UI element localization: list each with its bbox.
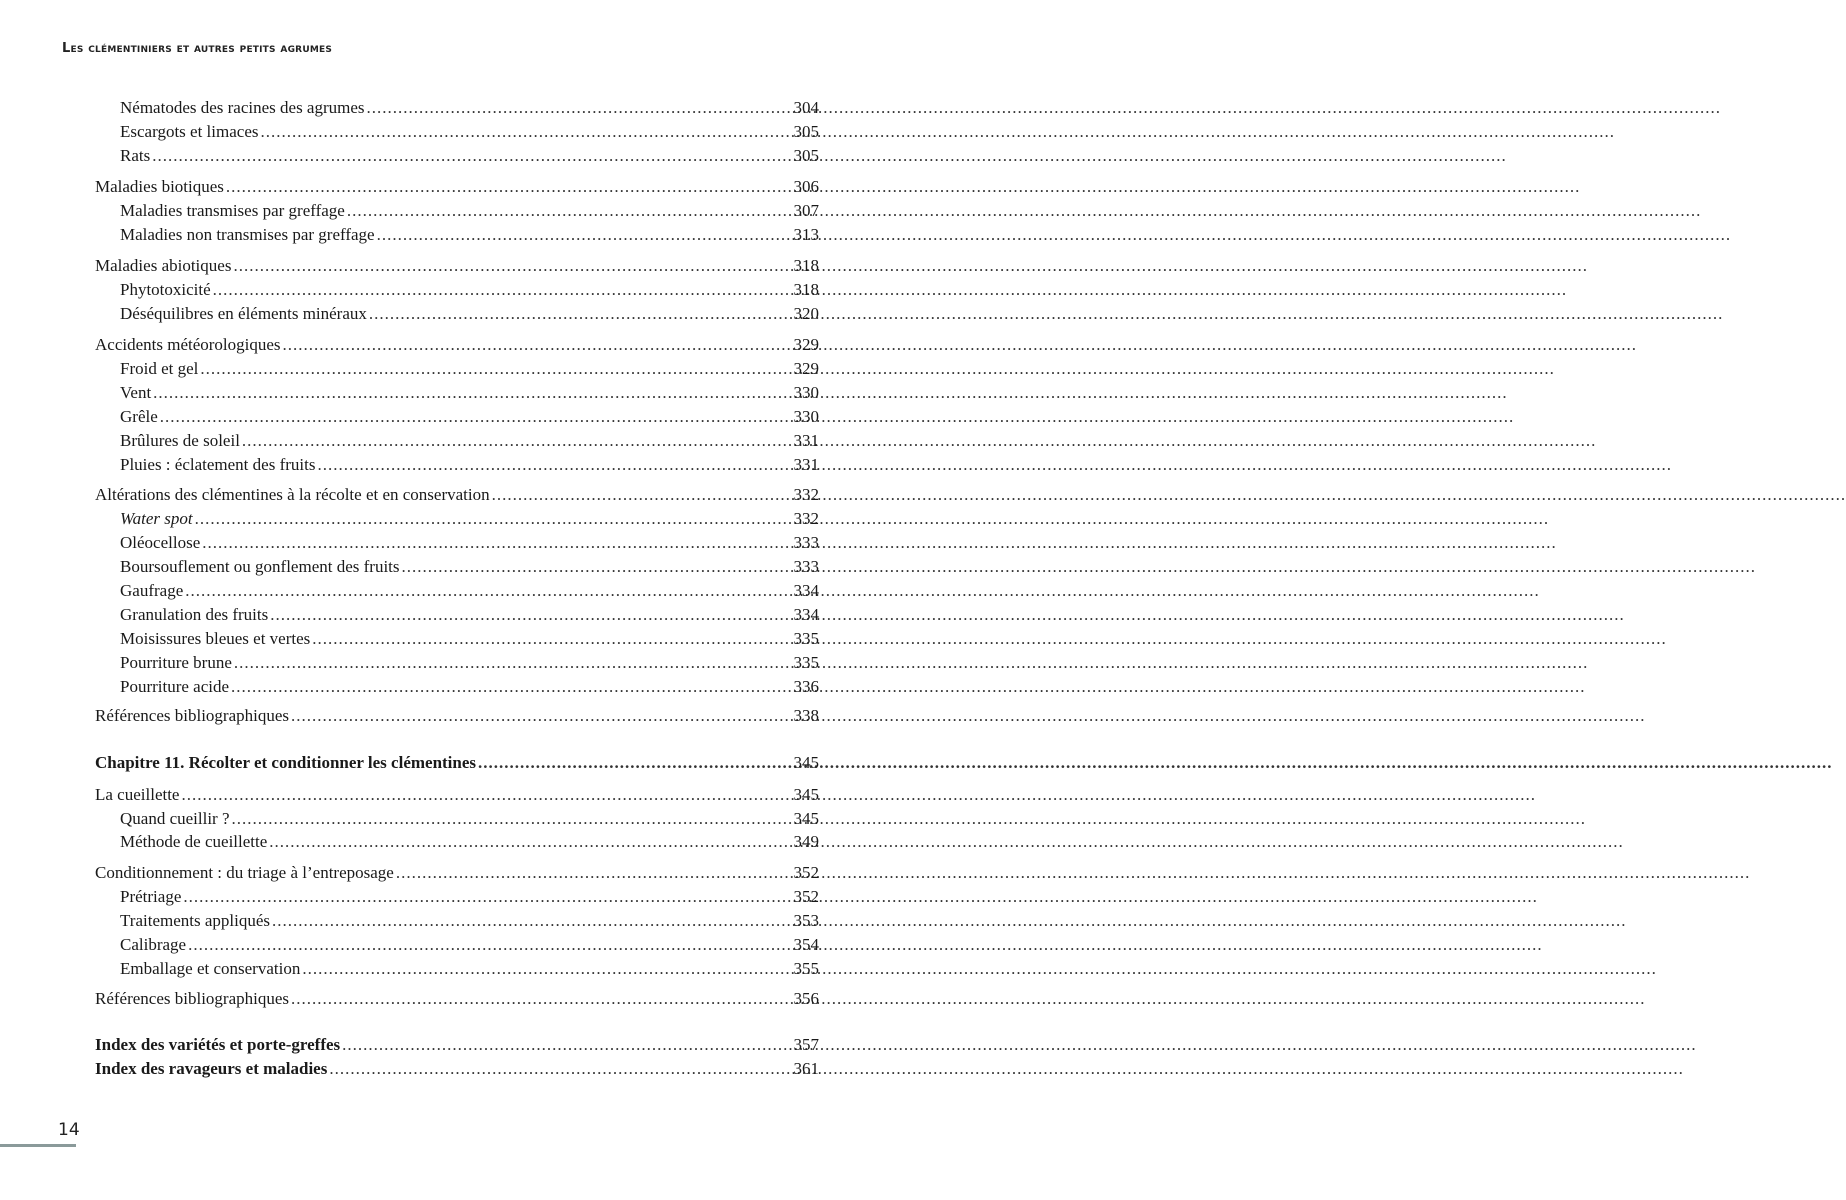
- toc-index-entry[interactable]: [95, 1057, 819, 1081]
- toc-index-entry[interactable]: [95, 1033, 819, 1057]
- toc-page: 353: [793, 911, 819, 930]
- toc-leader: [160, 405, 1515, 429]
- toc-page: 333: [793, 557, 819, 576]
- toc-entry[interactable]: [120, 603, 819, 627]
- toc-entry[interactable]: [120, 120, 819, 144]
- toc-entry[interactable]: [120, 531, 819, 555]
- toc-label: Water spot: [120, 509, 193, 528]
- toc-entry[interactable]: [120, 199, 819, 223]
- toc-label: Altérations des clémentines à la récolte et en conservation: [95, 485, 490, 504]
- toc-page: 329: [793, 359, 819, 378]
- toc-leader: [291, 987, 1646, 1011]
- toc-entry[interactable]: [95, 483, 819, 507]
- toc-label: Oléocellose: [120, 533, 201, 552]
- toc-label: Index des variétés et porte-greffes: [95, 1035, 341, 1054]
- toc-leader: [226, 175, 1581, 199]
- toc-leader: [367, 96, 1722, 120]
- toc-entry[interactable]: [95, 987, 819, 1011]
- toc-leader: [329, 1057, 1684, 1081]
- toc-page: 361: [793, 1059, 819, 1078]
- toc-page: 338: [793, 706, 819, 725]
- toc-entry[interactable]: [120, 651, 819, 675]
- toc-entry[interactable]: [120, 909, 819, 933]
- toc-page: 313: [793, 225, 819, 244]
- toc-label: Pluies : éclatement des fruits: [120, 455, 316, 474]
- toc-leader: [153, 381, 1508, 405]
- toc-label: Boursouflement ou gonflement des fruits: [120, 557, 400, 576]
- toc-entry[interactable]: [95, 861, 819, 885]
- toc-leader: [242, 429, 1597, 453]
- toc-label: Moisissures bleues et vertes: [120, 629, 311, 648]
- toc-page: 305: [793, 122, 819, 141]
- toc-entry[interactable]: [120, 507, 819, 531]
- toc-entry[interactable]: [120, 357, 819, 381]
- toc-label: Phytotoxicité: [120, 280, 211, 299]
- toc-label: Pourriture acide: [120, 677, 230, 696]
- toc-page: 335: [793, 653, 819, 672]
- toc-leader: [188, 933, 1543, 957]
- toc-page: 355: [793, 959, 819, 978]
- toc-page: 333: [793, 533, 819, 552]
- toc-page: 305: [793, 146, 819, 165]
- toc-entry[interactable]: [120, 381, 819, 405]
- toc-page: 330: [793, 383, 819, 402]
- toc-label: Index des ravageurs et maladies: [95, 1059, 328, 1078]
- toc-label: Déséquilibres en éléments minéraux: [120, 304, 367, 323]
- toc-label: Nématodes des racines des agrumes: [120, 98, 365, 117]
- toc-entry[interactable]: [120, 807, 819, 831]
- toc-label: Maladies abiotiques: [95, 256, 232, 275]
- toc-entry[interactable]: [95, 254, 819, 278]
- toc-page: 334: [793, 605, 819, 624]
- toc-chapter-entry[interactable]: [95, 751, 819, 775]
- toc-label: Vent: [120, 383, 152, 402]
- toc-leader: [181, 783, 1536, 807]
- toc-label: Maladies biotiques: [95, 177, 224, 196]
- toc-entry[interactable]: [120, 144, 819, 168]
- toc-leader: [152, 144, 1507, 168]
- toc-entry[interactable]: [95, 783, 819, 807]
- toc-leader: [342, 1033, 1697, 1057]
- toc-entry[interactable]: [120, 885, 819, 909]
- toc-leader: [185, 579, 1540, 603]
- toc-page: 352: [793, 863, 819, 882]
- toc-leader: [232, 807, 1587, 831]
- toc-leader: [195, 507, 1550, 531]
- toc-leader: [317, 453, 1672, 477]
- toc-page: 332: [793, 485, 819, 504]
- toc-page: 336: [793, 677, 819, 696]
- toc-page: 356: [793, 989, 819, 1008]
- toc-label: Granulation des fruits: [120, 605, 269, 624]
- toc-label: Brûlures de soleil: [120, 431, 240, 450]
- toc-entry[interactable]: [120, 278, 819, 302]
- toc-page: 330: [793, 407, 819, 426]
- toc-page: 352: [793, 887, 819, 906]
- toc-leader: [283, 333, 1638, 357]
- toc-label: Calibrage: [120, 935, 187, 954]
- toc-label: Pourriture brune: [120, 653, 232, 672]
- toc-leader: [478, 751, 1833, 775]
- toc-leader: [377, 223, 1732, 247]
- toc-label: Emballage et conservation: [120, 959, 301, 978]
- toc-leader: [272, 909, 1627, 933]
- toc-entry[interactable]: [120, 933, 819, 957]
- toc-entry[interactable]: [120, 675, 819, 699]
- toc-page: 307: [793, 201, 819, 220]
- toc-page: 318: [793, 256, 819, 275]
- toc-leader: [302, 957, 1657, 981]
- toc-leader: [233, 254, 1588, 278]
- page-number: 14: [58, 1120, 80, 1140]
- toc-leader: [402, 555, 1757, 579]
- toc-label: La cueillette: [95, 785, 180, 804]
- toc-label: Rats: [120, 146, 151, 165]
- toc-entry[interactable]: [120, 957, 819, 981]
- toc-entry[interactable]: [95, 175, 819, 199]
- page-number-rule: [0, 1144, 76, 1147]
- toc-leader: [291, 704, 1646, 728]
- toc-page: 345: [793, 809, 819, 828]
- toc-leader: [183, 885, 1538, 909]
- toc-page: 331: [793, 431, 819, 450]
- toc-page: 331: [793, 455, 819, 474]
- toc-label: Conditionnement : du triage à l’entreposage: [95, 863, 394, 882]
- toc-entry[interactable]: [120, 555, 819, 579]
- toc-page: 357: [793, 1035, 819, 1054]
- toc-leader: [270, 603, 1625, 627]
- toc-label: Chapitre 11. Récolter et conditionner les clémentines: [95, 753, 477, 772]
- toc-leader: [234, 651, 1589, 675]
- toc-entry[interactable]: [120, 627, 819, 651]
- toc-label: Prétriage: [120, 887, 182, 906]
- toc-label: Références bibliographiques: [95, 989, 290, 1008]
- toc-leader: [347, 199, 1702, 223]
- toc-leader: [231, 675, 1586, 699]
- toc-entry[interactable]: [120, 223, 819, 247]
- toc-page: 332: [793, 509, 819, 528]
- toc-entry[interactable]: [120, 453, 819, 477]
- toc-page: 349: [793, 832, 819, 851]
- toc-leader: [396, 861, 1751, 885]
- toc-label: Maladies non transmises par greffage: [120, 225, 375, 244]
- toc-entry[interactable]: [120, 579, 819, 603]
- toc-page: 318: [793, 280, 819, 299]
- toc-page: 320: [793, 304, 819, 323]
- toc-page: 304: [793, 98, 819, 117]
- toc-label: Références bibliographiques: [95, 706, 290, 725]
- toc-label: Maladies transmises par greffage: [120, 201, 345, 220]
- toc-entry[interactable]: [95, 333, 819, 357]
- toc-label: Accidents météorologiques: [95, 335, 281, 354]
- toc-leader: [312, 627, 1667, 651]
- toc-page: 329: [793, 335, 819, 354]
- toc-leader: [213, 278, 1568, 302]
- toc-page: 334: [793, 581, 819, 600]
- toc-leader: [269, 830, 1624, 854]
- running-title: Les clémentiniers et autres petits agrumes: [62, 41, 333, 56]
- toc-leader: [200, 357, 1555, 381]
- toc-page: 345: [793, 785, 819, 804]
- toc-label: Méthode de cueillette: [120, 832, 268, 851]
- toc-page: 354: [793, 935, 819, 954]
- toc-leader: [202, 531, 1557, 555]
- toc-page: 306: [793, 177, 819, 196]
- toc-label: Quand cueillir ?: [120, 809, 230, 828]
- toc-label: Gaufrage: [120, 581, 184, 600]
- toc-entry[interactable]: [95, 704, 819, 728]
- toc-leader: [260, 120, 1615, 144]
- toc-page: 345: [793, 753, 819, 772]
- toc-entry[interactable]: [120, 429, 819, 453]
- toc-entry[interactable]: [120, 830, 819, 854]
- toc-entry[interactable]: [120, 405, 819, 429]
- toc-label: Grêle: [120, 407, 158, 426]
- toc-entry[interactable]: [120, 302, 819, 326]
- toc-entry[interactable]: [120, 96, 819, 120]
- toc-label: Froid et gel: [120, 359, 199, 378]
- toc-label: Escargots et limaces: [120, 122, 259, 141]
- toc-label: Traitements appliqués: [120, 911, 270, 930]
- toc-page: 335: [793, 629, 819, 648]
- toc-leader: [369, 302, 1724, 326]
